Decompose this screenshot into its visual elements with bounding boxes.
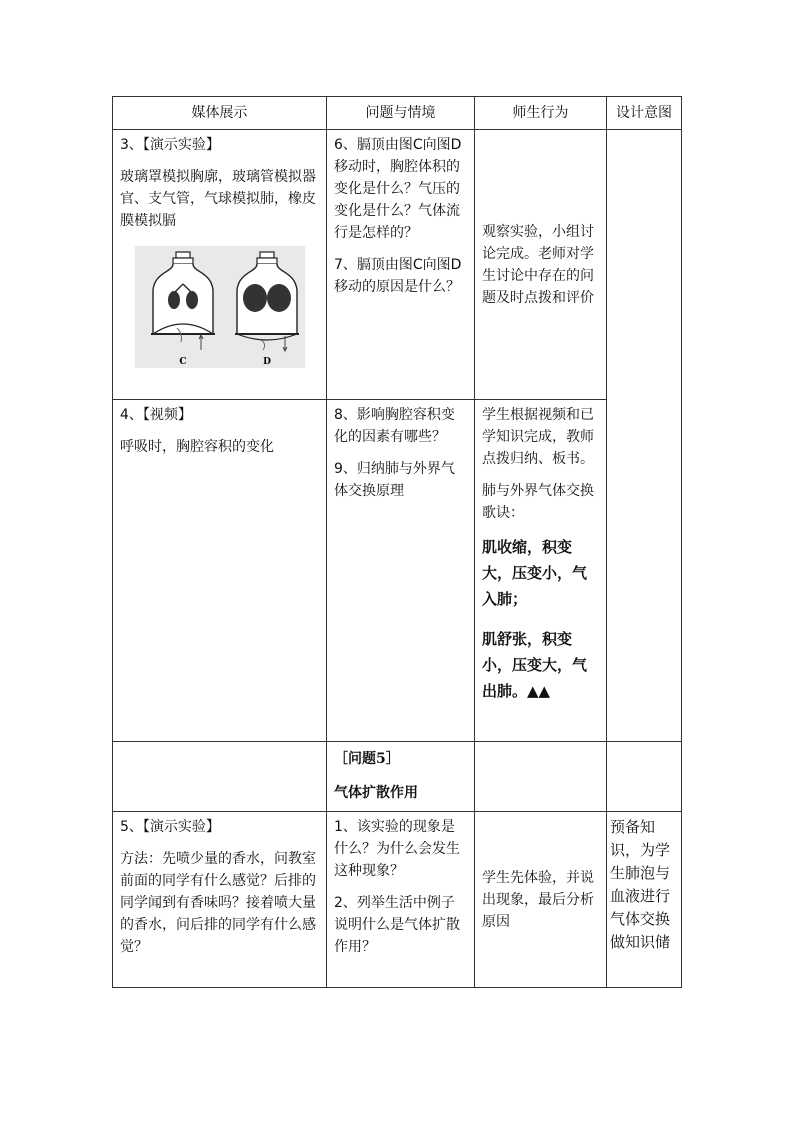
actions-cell — [475, 130, 607, 400]
questions-cell — [327, 400, 475, 742]
intent-cell — [607, 130, 682, 742]
intent-cell — [607, 812, 682, 988]
media-cell — [113, 742, 327, 812]
intent-cell — [607, 742, 682, 812]
teacher-student-action: 学生先体验，并说出现象，最后分析原因 — [482, 869, 594, 930]
teacher-student-action: 观察实验，小组讨论完成。老师对学生讨论中存在的问题及时点拨和评价 — [482, 223, 594, 306]
table-row — [113, 742, 682, 812]
media-cell — [113, 130, 327, 400]
rhyme-line-2: 肌舒张，积变小，压变大，气出肺。▲▲ — [482, 630, 588, 700]
rhyme-intro: 肺与外界气体交换歌诀： — [482, 483, 594, 521]
table-row — [113, 130, 682, 400]
actions-cell — [475, 742, 607, 812]
design-intent: 预备知识，为学生肺泡与血液进行气体交换做知识储 — [610, 818, 671, 951]
rhyme-line-1: 肌收缩，积变大，压变小，气入肺； — [482, 538, 588, 608]
header-questions: 问题与情境 — [327, 97, 475, 130]
media-cell — [113, 400, 327, 742]
header-actions: 师生行为 — [475, 97, 607, 130]
question-6: 6、膈顶由图C向图D移动时，胸腔体积的变化是什么？气压的变化是什么？气体流行是怎样的？ — [334, 137, 462, 241]
lung-model-figure — [135, 246, 305, 368]
lesson-table — [112, 96, 682, 988]
media-description: 方法：先喷少量的香水，问教室前面的同学有什么感觉？后排的同学闻到有香味吗？接着喷大量的香水，问后排的同学有什么感觉？ — [120, 851, 316, 955]
figure-label-c: C — [179, 357, 187, 367]
problem-cell — [327, 742, 475, 812]
actions-cell — [475, 812, 607, 988]
header-media: 媒体展示 — [113, 97, 327, 130]
teacher-student-action: 学生根据视频和已学知识完成，教师点拨归纳、板书。 — [482, 407, 594, 467]
problem-title: 气体扩散作用 — [334, 785, 418, 801]
questions-cell — [327, 130, 475, 400]
question-9: 9、归纳肺与外界气体交换原理 — [334, 461, 455, 499]
question-1: 1、该实验的现象是什么？为什么会发生这种现象？ — [334, 819, 460, 879]
media-title: 5、【演示实验】 — [120, 819, 220, 835]
header-intent: 设计意图 — [607, 97, 682, 130]
media-title: 3、【演示实验】 — [120, 137, 220, 153]
header-row — [113, 97, 682, 130]
question-2: 2、列举生活中例子说明什么是气体扩散作用？ — [334, 895, 460, 955]
actions-cell — [475, 400, 607, 742]
media-description: 玻璃罩模拟胸廓，玻璃管模拟器官、支气管，气球模拟肺，橡皮膜模拟膈 — [120, 169, 316, 229]
table-row — [113, 812, 682, 988]
problem-label: ［问题5］ — [334, 751, 400, 767]
figure-label-d: D — [263, 357, 271, 367]
media-cell — [113, 812, 327, 988]
question-8: 8、影响胸腔容积变化的因素有哪些？ — [334, 407, 455, 445]
media-description: 呼吸时，胸腔容积的变化 — [120, 439, 274, 455]
table-row — [113, 400, 682, 742]
question-7: 7、膈顶由图C向图D移动的原因是什么？ — [334, 257, 462, 295]
media-title: 4、【视频】 — [120, 407, 192, 423]
questions-cell — [327, 812, 475, 988]
